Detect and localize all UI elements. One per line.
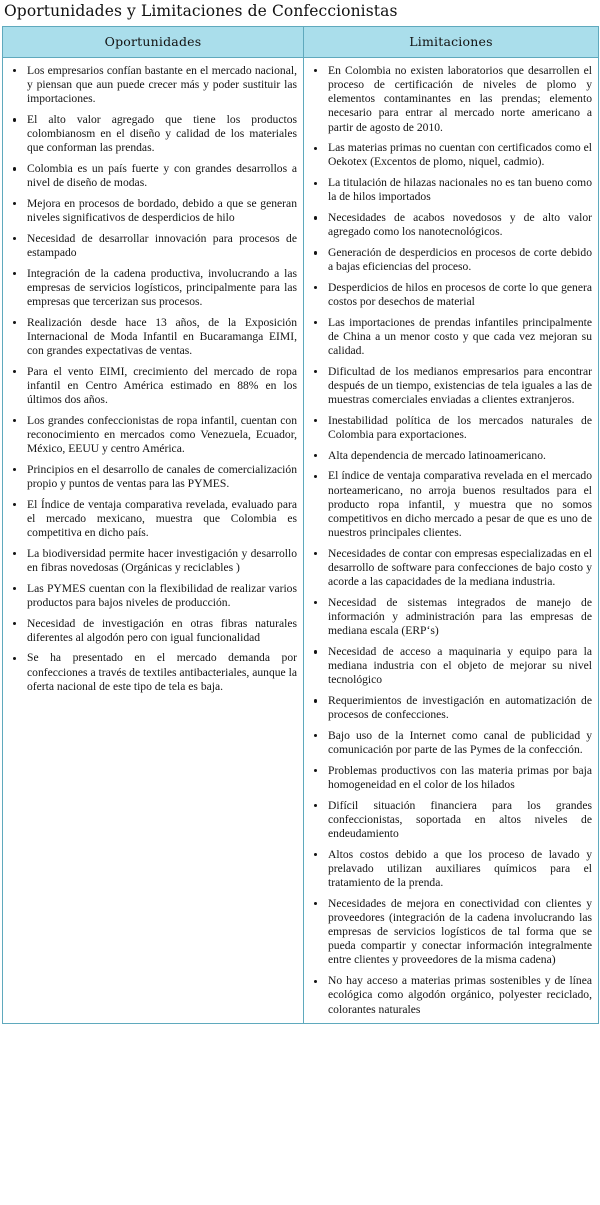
list-item-text: Necesidad de investigación en otras fibras naturales diferentes al algodón pero con igual funcionalidad (27, 616, 297, 644)
bullet-icon (13, 587, 16, 590)
bullet-icon (314, 370, 317, 373)
list-item-text: Mejora en procesos de bordado, debido a que se generan niveles significativos de desperdicios de hilo (27, 196, 297, 224)
list-item-text: Desperdicios de hilos en procesos de corte lo que genera costos por desechos de material (328, 280, 592, 308)
list-item-text: Las materias primas no cuentan con certificados como el Oekotex (Excentos de plomo, niquel, cadmio). (328, 141, 592, 169)
bullet-icon (13, 69, 16, 72)
list-item-text: Los empresarios confían bastante en el mercado nacional, y piensan que aun puede crecer más y poder sustituir las importaciones. (27, 63, 297, 106)
list-item (308, 694, 592, 722)
list-item-text: El índice de ventaja comparativa revelada en el mercado norteamericano, no arroja buenos resultados para el producto ropa infantil, y muestra que no somos competitivos en dicho mercado a pesar de que es uno de nuestros principales clientes. (328, 469, 592, 540)
bullet-icon (314, 286, 317, 289)
cell-limitaciones (304, 57, 599, 1023)
list-item-text: Bajo uso de la Internet como canal de publicidad y comunicación por parte de las Pymes de la confección. (328, 728, 592, 756)
bullet-icon (13, 552, 16, 555)
list-item (308, 645, 592, 688)
table-body (3, 57, 599, 1023)
list-item-text: Requerimientos de investigación en automatización de procesos de confecciones. (328, 693, 592, 722)
bullet-icon (314, 147, 317, 150)
list-item-text: Las importaciones de prendas infantiles principalmente de China a un menor costo y que cada vez mejoran su calidad. (328, 315, 592, 357)
column-header-limitaciones: Limitaciones (304, 26, 599, 57)
list-item-text: El Índice de ventaja comparativa revelada, evaluado para el mercado mexicano, muestra que Colombia es competitiva en dicho país. (27, 497, 297, 540)
list-item (308, 596, 592, 639)
bullet-icon (13, 118, 16, 121)
bullet-icon (13, 370, 16, 373)
bullet-icon (314, 804, 317, 807)
bullet-icon (314, 650, 317, 653)
list-item-text: Dificultad de los medianos empresarios para encontrar después de un tiempo, existencias de tela iguales a las de muestras comerciales enviadas a clientes extranjeros. (328, 364, 592, 407)
list-item (308, 316, 592, 359)
list-item-text: Difícil situación financiera para los grandes confeccionistas, soportada en altos niveles de endeudamiento (328, 798, 592, 840)
bullet-icon (314, 454, 317, 457)
list-item-text: El alto valor agregado que tiene los productos colombianosm en el diseño y calidad de los materiales que conforman las prendas. (27, 112, 297, 155)
list-item (308, 897, 592, 968)
list-item (308, 281, 592, 309)
bullet-icon (314, 419, 317, 422)
page-title: Oportunidades y Limitaciones de Confeccionistas (4, 2, 398, 20)
list-item-text: Necesidad de desarrollar innovación para procesos de estampado (27, 231, 297, 259)
list-item-text: Necesidades de acabos novedosos y de alto valor agregado como los nanotecnológicos. (328, 211, 592, 239)
list-item-text: Colombia es un país fuerte y con grandes desarrollos a nivel de diseño de modas. (27, 161, 297, 190)
list-item-text: Necesidades de contar con empresas especializadas en el desarrollo de software para confecciones de bajo costo y acorde a las capacidades de la mediana industria. (328, 546, 592, 589)
bullet-icon (314, 182, 317, 185)
bullet-icon (13, 167, 16, 170)
limitaciones-list (308, 64, 592, 1017)
bullet-icon (13, 468, 16, 471)
list-item (7, 113, 297, 156)
bullet-icon (314, 321, 317, 324)
list-item-text: Se ha presentado en el mercado demanda por confecciones a través de textiles antibacteriales, aunque la oferta nacional de este tipo de tela es baja. (27, 651, 297, 693)
list-item-text: Principios en el desarrollo de canales de comercialización propio y puntos de ventas para las PYMES. (27, 462, 297, 490)
bullet-icon (314, 734, 317, 737)
swot-table (2, 26, 599, 1024)
list-item (7, 316, 297, 359)
list-item-text: Las PYMES cuentan con la flexibilidad de realizar varios productos para bajos niveles de producción. (27, 581, 297, 609)
bullet-icon (314, 216, 317, 219)
list-item-text: Necesidad de sistemas integrados de manejo de información y administración para las empresas de mediana escala (ERP‘s) (328, 595, 592, 638)
table-header-row (3, 26, 599, 57)
list-item (308, 547, 592, 590)
bullet-icon (13, 622, 16, 625)
list-item (7, 365, 297, 408)
list-item (7, 197, 297, 225)
list-item-text: Inestabilidad política de los mercados naturales de Colombia para exportaciones. (328, 413, 592, 441)
bullet-icon (314, 902, 317, 905)
list-item-text: No hay acceso a materias primas sostenibles y de línea ecológica como algodón orgánico, polyester reciclado, colorantes naturales (328, 974, 592, 1016)
list-item (308, 848, 592, 891)
bullet-icon (13, 237, 16, 240)
bullet-icon (13, 272, 16, 275)
list-item (308, 729, 592, 757)
oportunidades-list (7, 64, 297, 694)
list-item (7, 232, 297, 260)
list-item (308, 365, 592, 408)
list-item-text: Necesidad de acceso a maquinaria y equipo para la mediana industria con el objeto de mejorar su nivel tecnológico (328, 644, 592, 687)
list-item (7, 267, 297, 310)
column-header-oportunidades: Oportunidades (3, 26, 304, 57)
list-item (308, 469, 592, 540)
cell-oportunidades (3, 57, 304, 1023)
list-item-text: Para el vento EIMI, crecimiento del mercado de ropa infantil en Centro América estimado en 88% en los últimos dos años. (27, 364, 297, 407)
list-item (7, 463, 297, 491)
list-item-text: Realización desde hace 13 años, de la Exposición Internacional de Moda Infantil en Bucaramanga EIMI, con grandes expectativas de ventas. (27, 315, 297, 357)
bullet-icon (13, 657, 16, 660)
list-item (308, 211, 592, 239)
list-item-text: Altos costos debido a que los proceso de lavado y prelavado utilizan auxiliares químicos para el tratamiento de la prenda. (328, 847, 592, 889)
bullet-icon (13, 321, 16, 324)
list-item-text: La titulación de hilazas nacionales no es tan bueno como la de hilos importados (328, 176, 592, 204)
bullet-icon (13, 503, 16, 506)
list-item (308, 64, 592, 135)
table-header (3, 26, 599, 57)
list-item (308, 141, 592, 169)
list-item (308, 799, 592, 842)
bullet-icon (314, 853, 317, 856)
list-item-text: En Colombia no existen laboratorios que desarrollen el proceso de certificación de niveles de plomo y elementos contaminantes en las prendas; elemento necesario para entrar al mercado norte americano a partir de agosto de 2010. (328, 63, 592, 134)
list-item (7, 651, 297, 694)
bullet-icon (314, 475, 317, 478)
list-item (7, 582, 297, 610)
list-item (7, 64, 297, 107)
list-item (7, 414, 297, 457)
bullet-icon (13, 202, 16, 205)
list-item-text: Los grandes confeccionistas de ropa infantil, cuentan con reconocimiento en mercados como Venezuela, Ecuador, México, EEUU y centro América. (27, 413, 297, 456)
list-item-text: Generación de desperdicios en procesos de corte debido a bajas eficiencias del proceso. (328, 245, 592, 274)
list-item-text: Integración de la cadena productiva, involucrando a las empresas de servicios logísticos, principalmente para las empresas que tercerizan sus procesos. (27, 266, 297, 308)
list-item-text: Alta dependencia de mercado latinoamericano. (328, 448, 546, 462)
list-item (7, 617, 297, 645)
bullet-icon (314, 699, 317, 702)
list-item (308, 246, 592, 274)
list-item (308, 764, 592, 792)
list-item (308, 414, 592, 442)
list-item (308, 974, 592, 1017)
bullet-icon (314, 69, 317, 72)
list-item (7, 162, 297, 190)
list-item (308, 449, 592, 463)
list-item-text: Necesidades de mejora en conectividad con clientes y proveedores (integración de la cadena involucrando las empresas de servicios logísticos de tal forma que se pueda compartir y conectar información integralmente entre clientes y proveedores de la misma cadena) (328, 896, 592, 967)
list-item-text: La biodiversidad permite hacer investigación y desarrollo en fibras novedosas (Orgánicas y reciclables ) (27, 546, 297, 574)
bullet-icon (314, 980, 317, 983)
table-row (3, 57, 599, 1023)
bullet-icon (314, 552, 317, 555)
bullet-icon (314, 251, 317, 254)
list-item (7, 547, 297, 575)
bullet-icon (13, 419, 16, 422)
list-item (308, 176, 592, 204)
bullet-icon (314, 769, 317, 772)
list-item (7, 498, 297, 541)
bullet-icon (314, 601, 317, 604)
list-item-text: Problemas productivos con las materia primas por baja homogeneidad en el color de los hilados (328, 763, 592, 791)
